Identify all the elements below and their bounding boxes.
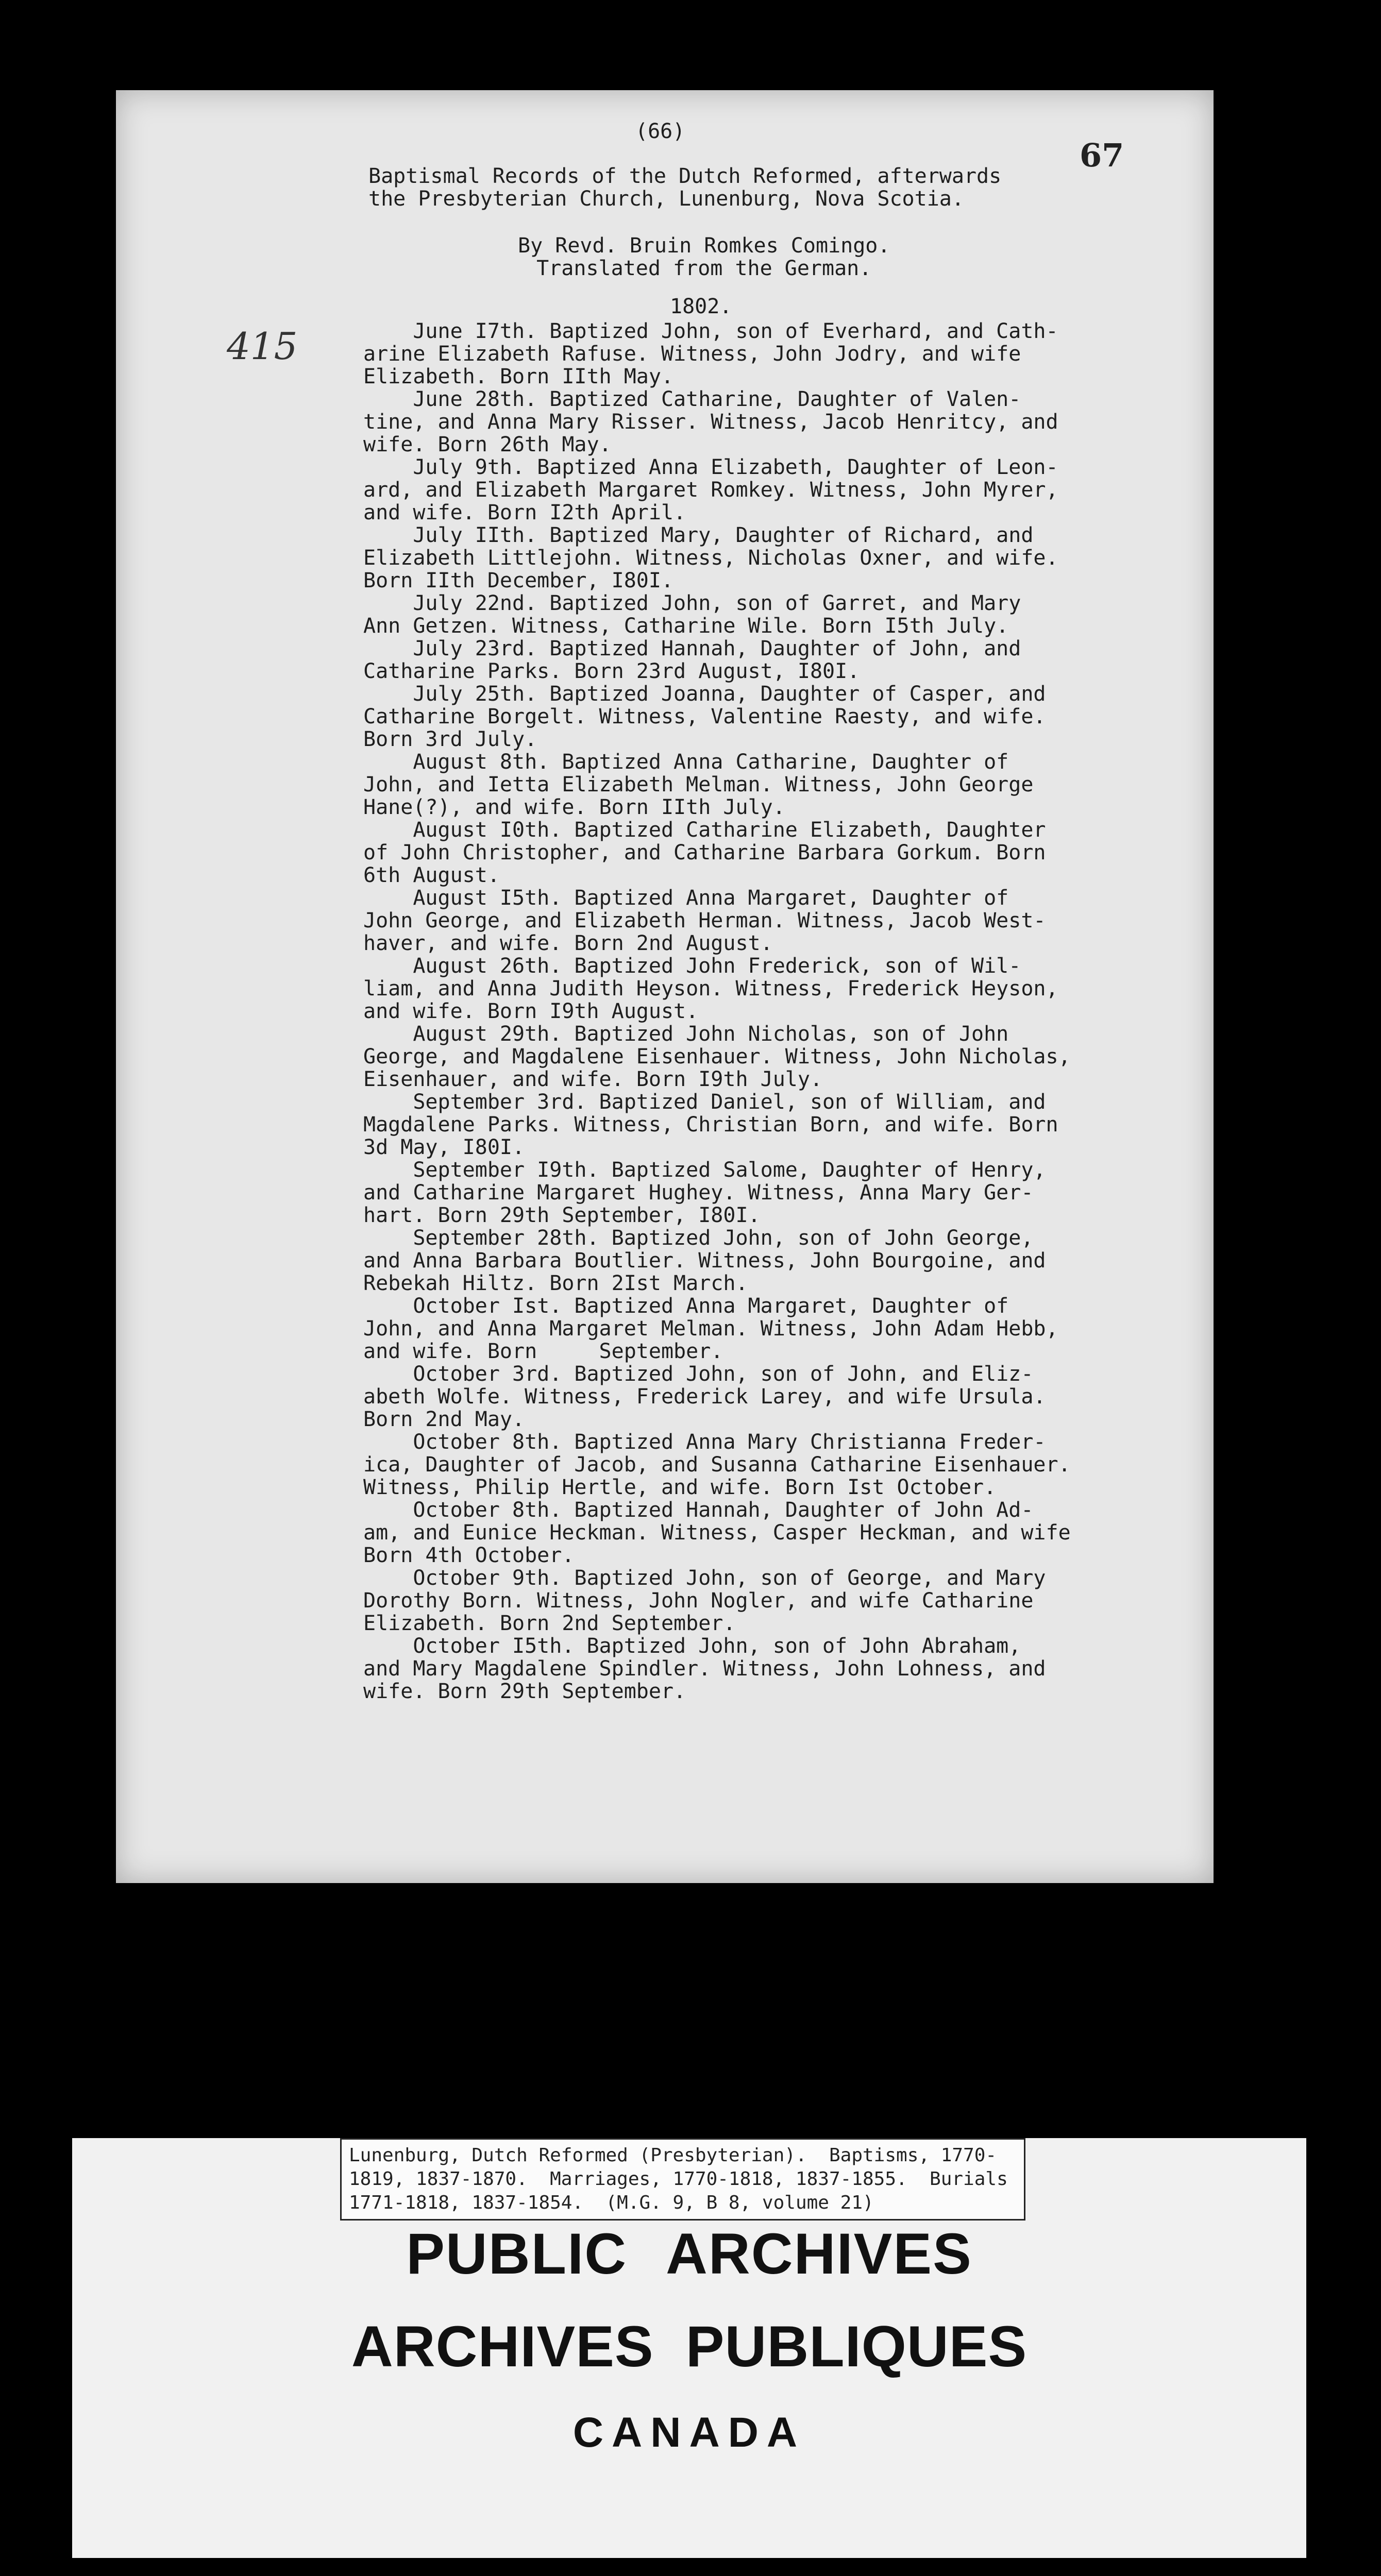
entry-line: and Mary Magdalene Spindler. Witness, John Lohness, and <box>363 1657 1046 1681</box>
entry-line: September 28th. Baptized John, son of John George, <box>363 1226 1034 1250</box>
label-line: 1771-1818, 1837-1854. (M.G. 9, B 8, volume 21) <box>349 2192 874 2213</box>
entry-line: of John Christopher, and Catharine Barbara Gorkum. Born <box>363 841 1046 865</box>
entry-line: Born 3rd July. <box>363 727 537 751</box>
entry-line: John, and Ietta Elizabeth Melman. Witness, John George <box>363 773 1034 796</box>
entry-line: Elizabeth Littlejohn. Witness, Nicholas Oxner, and wife. <box>363 546 1058 570</box>
document-page <box>116 90 1214 1883</box>
entry-line: August I0th. Baptized Catharine Elizabeth, Daughter <box>363 818 1046 842</box>
label-line: 1819, 1837-1870. Marriages, 1770-1818, 1837-1855. Burials <box>349 2168 1008 2190</box>
entry-line: and wife. Born September. <box>363 1340 723 1363</box>
title-line: Baptismal Records of the Dutch Reformed, afterwards <box>368 164 1002 188</box>
entry-line: June I7th. Baptized John, son of Everhard, and Cath- <box>363 319 1058 343</box>
entry-line: 6th August. <box>363 863 500 887</box>
entry-line: haver, and wife. Born 2nd August. <box>363 931 773 955</box>
title-line: the Presbyterian Church, Lunenburg, Nova Scotia. <box>368 187 964 211</box>
stamp-archives-publiques: ARCHIVES PUBLIQUES <box>351 2314 1028 2379</box>
stamp-canada: CANADA <box>572 2409 806 2456</box>
entry-line: October 9th. Baptized John, son of George, and Mary <box>363 1566 1046 1590</box>
entry-line: wife. Born 29th September. <box>363 1680 686 1703</box>
entry-line: August 29th. Baptized John Nicholas, son of John <box>363 1022 1009 1046</box>
entry-line: Hane(?), and wife. Born IIth July. <box>363 795 785 819</box>
collection-label <box>340 2138 1025 2221</box>
entry-line: October I5th. Baptized John, son of John Abraham, <box>363 1634 1021 1658</box>
entry-line: Witness, Philip Hertle, and wife. Born Ist October. <box>363 1476 997 1499</box>
entry-line: August I5th. Baptized Anna Margaret, Daughter of <box>363 886 1009 910</box>
entry-line: July IIth. Baptized Mary, Daughter of Richard, and <box>363 523 1034 547</box>
entry-line: George, and Magdalene Eisenhauer. Witness, John Nicholas, <box>363 1045 1071 1069</box>
entry-line: hart. Born 29th September, I80I. <box>363 1204 761 1227</box>
entry-line: John George, and Elizabeth Herman. Witness, Jacob West- <box>363 909 1046 933</box>
entry-line: Magdalene Parks. Witness, Christian Born, and wife. Born <box>363 1113 1058 1137</box>
author-credit <box>518 234 890 280</box>
entry-line: Catharine Borgelt. Witness, Valentine Raesty, and wife. <box>363 705 1046 728</box>
entry-line: September 3rd. Baptized Daniel, son of William, and <box>363 1090 1046 1114</box>
entry-line: September I9th. Baptized Salome, Daughter of Henry, <box>363 1158 1046 1182</box>
entry-line: Born 2nd May. <box>363 1408 525 1431</box>
archive-card <box>72 2138 1306 2558</box>
page-number-bracketed: (66) <box>635 120 685 143</box>
entry-line: am, and Eunice Heckman. Witness, Casper Heckman, and wife <box>363 1521 1071 1545</box>
entry-line: ard, and Elizabeth Margaret Romkey. Witness, John Myrer, <box>363 478 1058 502</box>
page-number-stamped: 67 <box>1080 137 1124 174</box>
entry-line: and Catharine Margaret Hughey. Witness, Anna Mary Ger- <box>363 1181 1034 1205</box>
entry-line: Catharine Parks. Born 23rd August, I80I. <box>363 659 860 683</box>
entry-line: Eisenhauer, and wife. Born I9th July. <box>363 1067 823 1091</box>
record-year: 1802. <box>670 295 732 318</box>
entry-line: John, and Anna Margaret Melman. Witness, John Adam Hebb, <box>363 1317 1058 1341</box>
entry-line: and wife. Born I9th August. <box>363 999 699 1023</box>
label-line: Lunenburg, Dutch Reformed (Presbyterian). Baptisms, 1770- <box>349 2145 997 2166</box>
entry-line: Born 4th October. <box>363 1544 575 1567</box>
entry-line: arine Elizabeth Rafuse. Witness, John Jodry, and wife <box>363 342 1021 366</box>
entry-line: abeth Wolfe. Witness, Frederick Larey, and wife Ursula. <box>363 1385 1046 1409</box>
baptism-entries <box>363 320 1071 1703</box>
entry-line: October 3rd. Baptized John, son of John, and Eliz- <box>363 1362 1034 1386</box>
entry-line: October Ist. Baptized Anna Margaret, Daughter of <box>363 1294 1009 1318</box>
author-line: Translated from the German. <box>536 257 872 280</box>
entry-line: and Anna Barbara Boutlier. Witness, John Bourgoine, and <box>363 1249 1046 1273</box>
entry-line: October 8th. Baptized Hannah, Daughter of John Ad- <box>363 1498 1034 1522</box>
entry-line: Dorothy Born. Witness, John Nogler, and wife Catharine <box>363 1589 1034 1613</box>
stamp-public-archives: PUBLIC ARCHIVES <box>406 2222 972 2286</box>
entry-line: July 22nd. Baptized John, son of Garret, and Mary <box>363 591 1021 615</box>
entry-line: Born IIth December, I80I. <box>363 569 674 592</box>
entry-line: August 8th. Baptized Anna Catharine, Daughter of <box>363 750 1009 774</box>
author-line: By Revd. Bruin Romkes Comingo. <box>518 234 890 258</box>
entry-line: Rebekah Hiltz. Born 2Ist March. <box>363 1272 748 1295</box>
handwritten-margin-note: 415 <box>227 325 298 368</box>
entry-line: Ann Getzen. Witness, Catharine Wile. Born I5th July. <box>363 614 1009 638</box>
entry-line: July 23rd. Baptized Hannah, Daughter of John, and <box>363 637 1021 660</box>
entry-line: wife. Born 26th May. <box>363 433 612 456</box>
entry-line: July 9th. Baptized Anna Elizabeth, Daughter of Leon- <box>363 455 1058 479</box>
entry-line: and wife. Born I2th April. <box>363 501 686 524</box>
entry-line: June 28th. Baptized Catharine, Daughter of Valen- <box>363 387 1021 411</box>
document-title <box>368 165 1001 210</box>
entry-line: October 8th. Baptized Anna Mary Christianna Freder- <box>363 1430 1046 1454</box>
entry-line: Elizabeth. Born IIth May. <box>363 365 674 388</box>
entry-line: tine, and Anna Mary Risser. Witness, Jacob Henritcy, and <box>363 410 1058 434</box>
entry-line: July 25th. Baptized Joanna, Daughter of Casper, and <box>363 682 1046 706</box>
entry-line: August 26th. Baptized John Frederick, son of Wil- <box>363 954 1021 978</box>
entry-line: ica, Daughter of Jacob, and Susanna Catharine Eisenhauer. <box>363 1453 1071 1477</box>
entry-line: Elizabeth. Born 2nd September. <box>363 1612 736 1635</box>
entry-line: liam, and Anna Judith Heyson. Witness, Frederick Heyson, <box>363 977 1058 1001</box>
entry-line: 3d May, I80I. <box>363 1136 525 1159</box>
